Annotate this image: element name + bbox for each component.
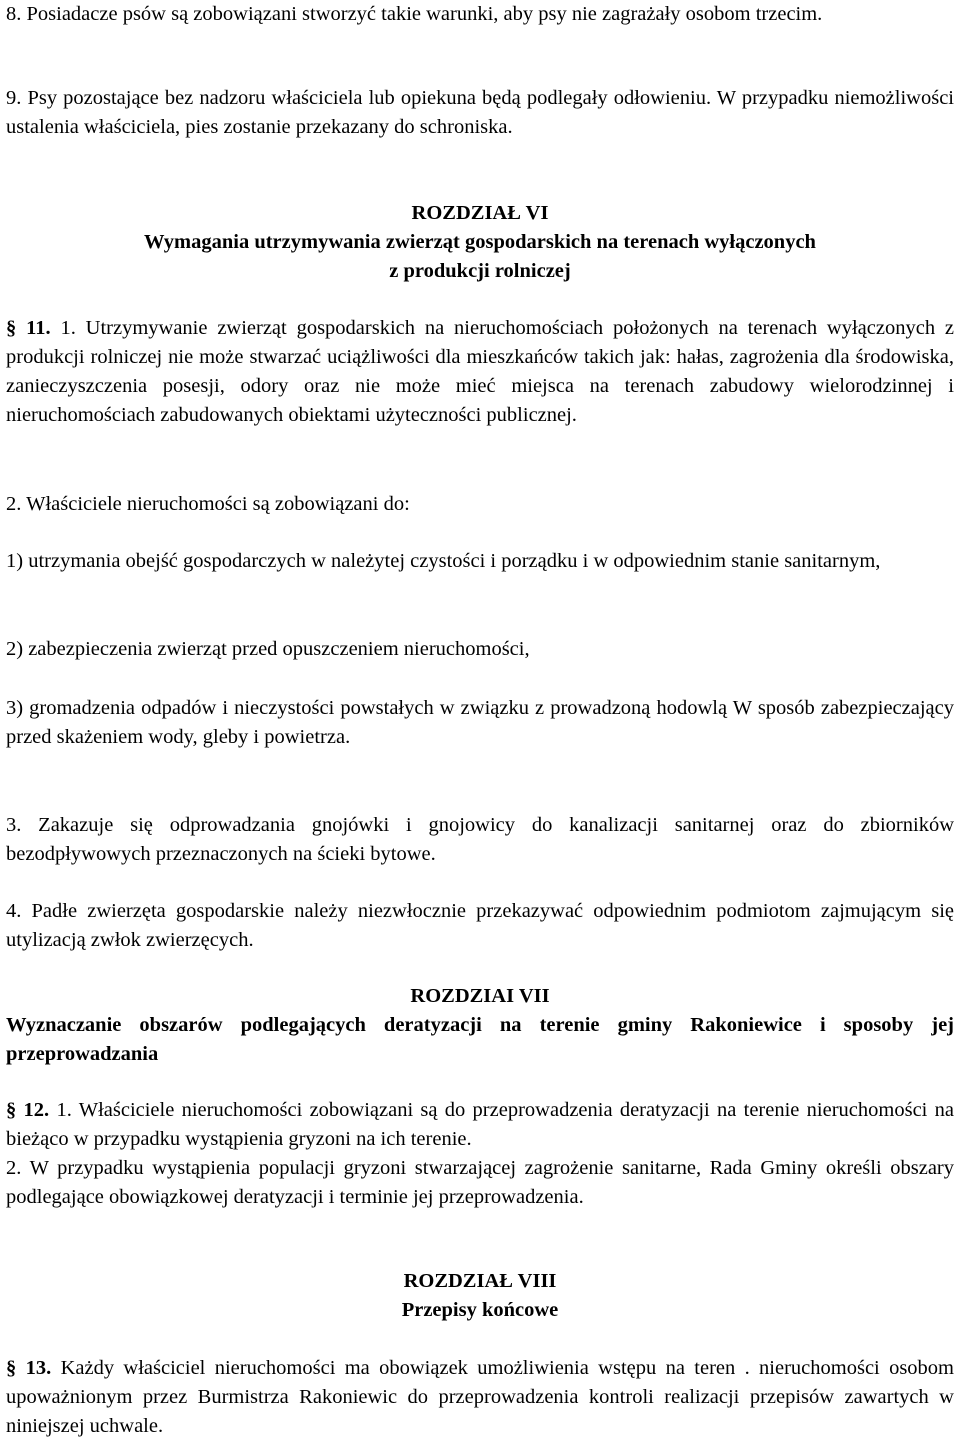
section-11-paragraph-2: 2. Właściciele nieruchomości są zobowiązani do: <box>6 493 410 515</box>
paragraph-9: 9. Psy pozostające bez nadzoru właściciela lub opiekuna będą podlegały odłowieniu. W przypadku niemożliwości ustalenia właściciela, pies zostanie przekazany do schroniska. <box>6 87 954 138</box>
section-11-item-3: 3) gromadzenia odpadów i nieczystości powstałych w związku z prowadzoną hodowlą W sposób zabezpieczający przed skażeniem wody, gleby i powietrza. <box>6 697 954 748</box>
section-12-number: 12. <box>23 1099 50 1121</box>
section-11-p1-text: Utrzymywanie zwierząt gospodarskich na nieruchomościach położonych na terenach wyłączonych z produkcji rolniczej nie może stwarzać uciążliwości dla mieszkańców takich jak: hałas, zagrożenia dla środowiska, zanieczyszczenia posesji, odory oraz nie może mieć miejsca na terenach zabudowy wielorodzinnej i nieruchomościach zabudowanych obiektami użyteczności publicznej. <box>6 317 955 426</box>
chapter-7-label: ROZDZIAI VII <box>410 985 550 1007</box>
chapter-8-title: Przepisy końcowe <box>401 1299 559 1321</box>
section-11-number: 11. <box>26 317 51 339</box>
section-11-paragraph-4: 4. Padłe zwierzęta gospodarskie należy niezwłocznie przekazywać odpowiednim podmiotom zajmującym się utylizacją zwłok zwierzęcych. <box>6 900 954 951</box>
section-12-p1-number: 1. <box>56 1099 72 1121</box>
chapter-7-title: Wyznaczanie obszarów podlegających deratyzacji na terenie gminy Rakoniewice i sposoby jej przeprowadzania <box>6 1014 954 1065</box>
section-13-text: Każdy właściciel nieruchomości ma obowiązek umożliwienia wstępu na teren . nieruchomości osobom upoważnionym przez Burmistrza Rakoniewic do przeprowadzenia kontroli realizacji przepisów zawartych w niniejszej uchwale. <box>6 1357 955 1437</box>
chapter-8-heading <box>6 1267 954 1325</box>
section-sign: § <box>6 1099 17 1121</box>
section-11-p1-number: 1. <box>60 317 76 339</box>
section-12-p1-text: Właściciele nieruchomości zobowiązani są do przeprowadzenia deratyzacji na terenie nieruchomości na bieżąco w przypadku wystąpienia gryzoni na ich terenie. <box>6 1099 954 1150</box>
section-11-item-1: 1) utrzymania obejść gospodarczych w należytej czystości i porządku i w odpowiednim stanie sanitarnym, <box>6 550 881 572</box>
chapter-6-label: ROZDZIAŁ VI <box>411 202 549 224</box>
section-11-paragraph-1 <box>6 314 954 430</box>
section-13-number: 13. <box>25 1357 52 1379</box>
section-12-paragraph-1 <box>6 1096 954 1154</box>
chapter-6-heading <box>6 199 954 286</box>
chapter-6-title-line1: Wymagania utrzymywania zwierząt gospodarskich na terenach wyłączonych <box>144 231 816 253</box>
section-13-paragraph <box>6 1354 954 1441</box>
section-sign: § <box>6 317 17 339</box>
section-12-paragraph-2: 2. W przypadku wystąpienia populacji gryzoni stwarzającej zagrożenie sanitarne, Rada Gminy określi obszary podlegające obowiązkowej deratyzacji i terminie jej przeprowadzenia. <box>6 1157 954 1208</box>
section-11-paragraph-3: 3. Zakazuje się odprowadzania gnojówki i gnojowicy do kanalizacji sanitarnej oraz do zbiorników bezodpływowych przeznaczonych na ścieki bytowe. <box>6 814 954 865</box>
paragraph-8: 8. Posiadacze psów są zobowiązani stworzyć takie warunki, aby psy nie zagrażały osobom trzecim. <box>6 3 823 25</box>
chapter-8-label: ROZDZIAŁ VIII <box>403 1270 557 1292</box>
section-sign: § <box>6 1357 17 1379</box>
section-11-item-2: 2) zabezpieczenia zwierząt przed opuszczeniem nieruchomości, <box>6 638 530 660</box>
chapter-6-title-line2: z produkcji rolniczej <box>389 260 571 282</box>
